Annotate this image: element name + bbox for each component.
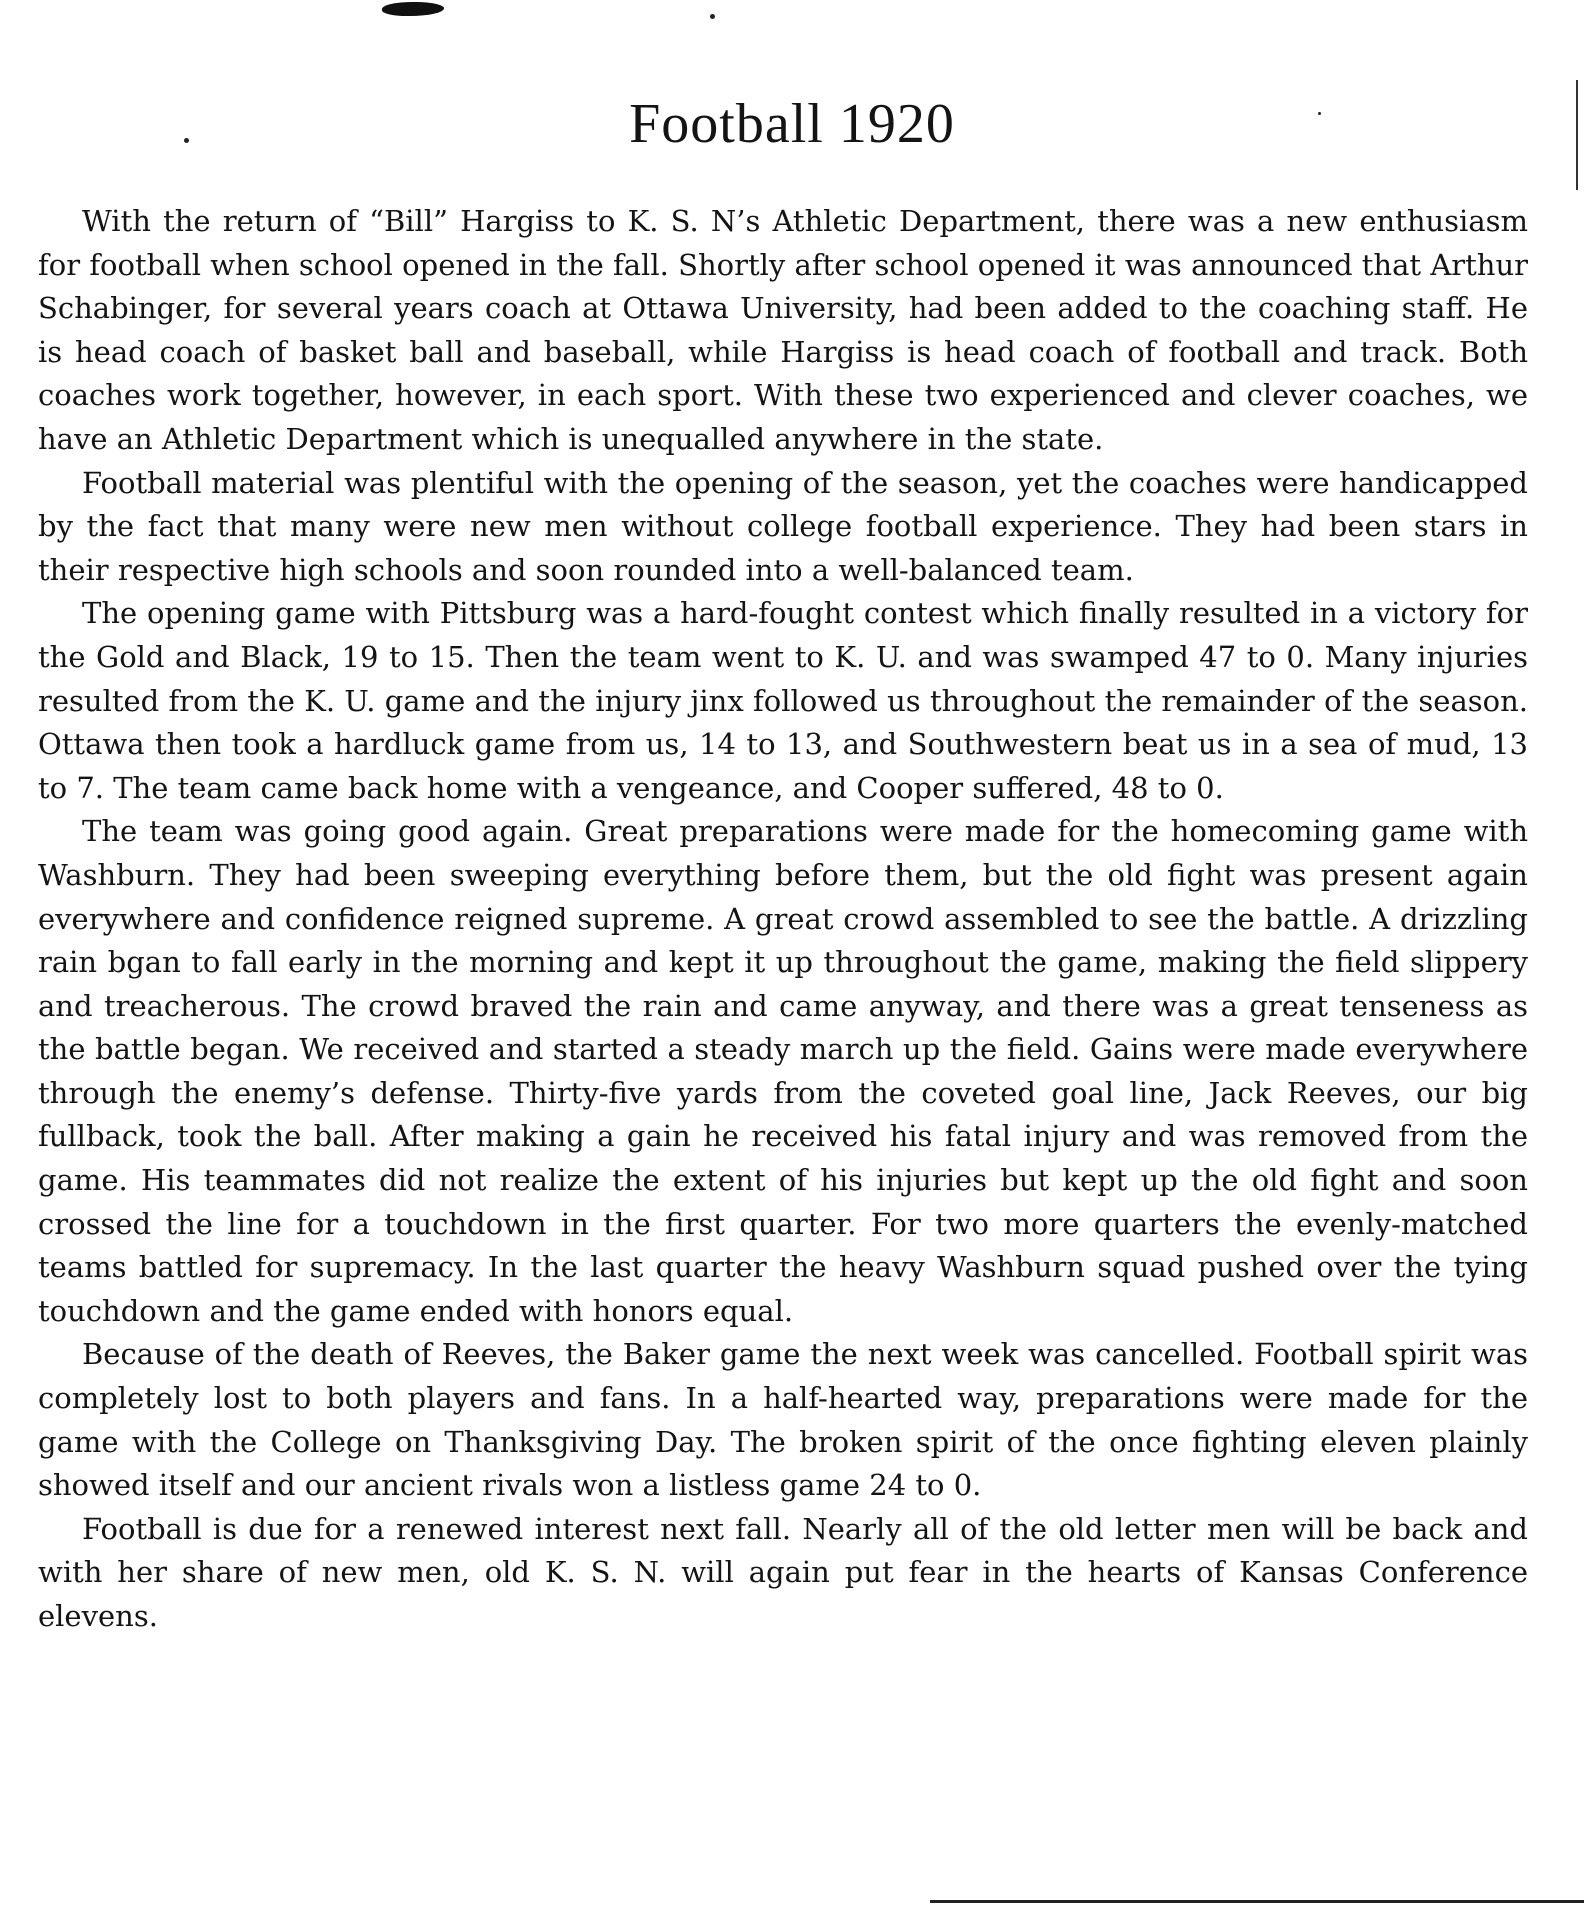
scan-speck: [710, 14, 715, 19]
article-body: [38, 200, 1528, 1639]
page-title: Football 1920: [629, 93, 955, 155]
paragraph: Football is due for a renewed interest next fall. Nearly all of the old letter men will be back and with her share of new men, old K. S. N. will again put fear in the hearts of Kansas Conference elevens.: [38, 1511, 1528, 1633]
paragraph: With the return of “Bill” Hargiss to K. S. N’s Athletic Department, there was a new enthusiasm for football when school opened in the fall. Shortly after school opened it was announced that Arthur Schabinger, for several years coach at Ottawa University, had been added to the coaching staff. He is head coach of basket ball and baseball, while Hargiss is head coach of football and track. Both coaches work together, however, in each sport. With these two experienced and clever coaches, we have an Athletic Department which is unequalled anywhere in the state.: [38, 204, 1528, 456]
paragraph: The opening game with Pittsburg was a hard-fought contest which finally resulted in a victory for the Gold and Black, 19 to 15. Then the team went to K. U. and was swamped 47 to 0. Many injuries resulted from the K. U. game and the injury jinx followed us throughout the remainder of the season. Ottawa then took a hardluck game from us, 14 to 13, and Southwestern beat us in a sea of mud, 13 to 7. The team came back home with a vengeance, and Cooper suffered, 48 to 0.: [38, 596, 1528, 805]
scan-ink-blot: [382, 2, 444, 16]
paragraph: The team was going good again. Great preparations were made for the homecoming game with Washburn. They had been sweeping everything before them, but the old fight was present again everywhere and confidence reigned supreme. A great crowd assembled to see the battle. A drizzling rain bgan to fall early in the morning and kept it up throughout the game, making the field slippery and treacherous. The crowd braved the rain and came anyway, and there was a great tenseness as the battle began. We received and started a steady march up the field. Gains were made everywhere through the enemy’s defense. Thirty-five yards from the coveted goal line, Jack Reeves, our big fullback, took the ball. After making a gain he received his fatal injury and was removed from the game. His teammates did not realize the extent of his injuries but kept up the old fight and soon crossed the line for a touchdown in the first quarter. For two more quarters the evenly-matched teams battled for supremacy. In the last quarter the heavy Washburn squad pushed over the tying touchdown and the game ended with honors equal.: [38, 814, 1528, 1328]
paragraph: Football material was plentiful with the opening of the season, yet the coaches were handicapped by the fact that many were new men without college football experience. They had been stars in their respective high schools and soon rounded into a well-balanced team.: [38, 465, 1528, 587]
bottom-rule: [930, 1900, 1584, 1903]
paragraph: Because of the death of Reeves, the Baker game the next week was cancelled. Football spirit was completely lost to both players and fans. In a half-hearted way, preparations were made for the game with the College on Thanksgiving Day. The broken spirit of the once fighting eleven plainly showed itself and our ancient rivals won a listless game 24 to 0.: [38, 1337, 1528, 1503]
